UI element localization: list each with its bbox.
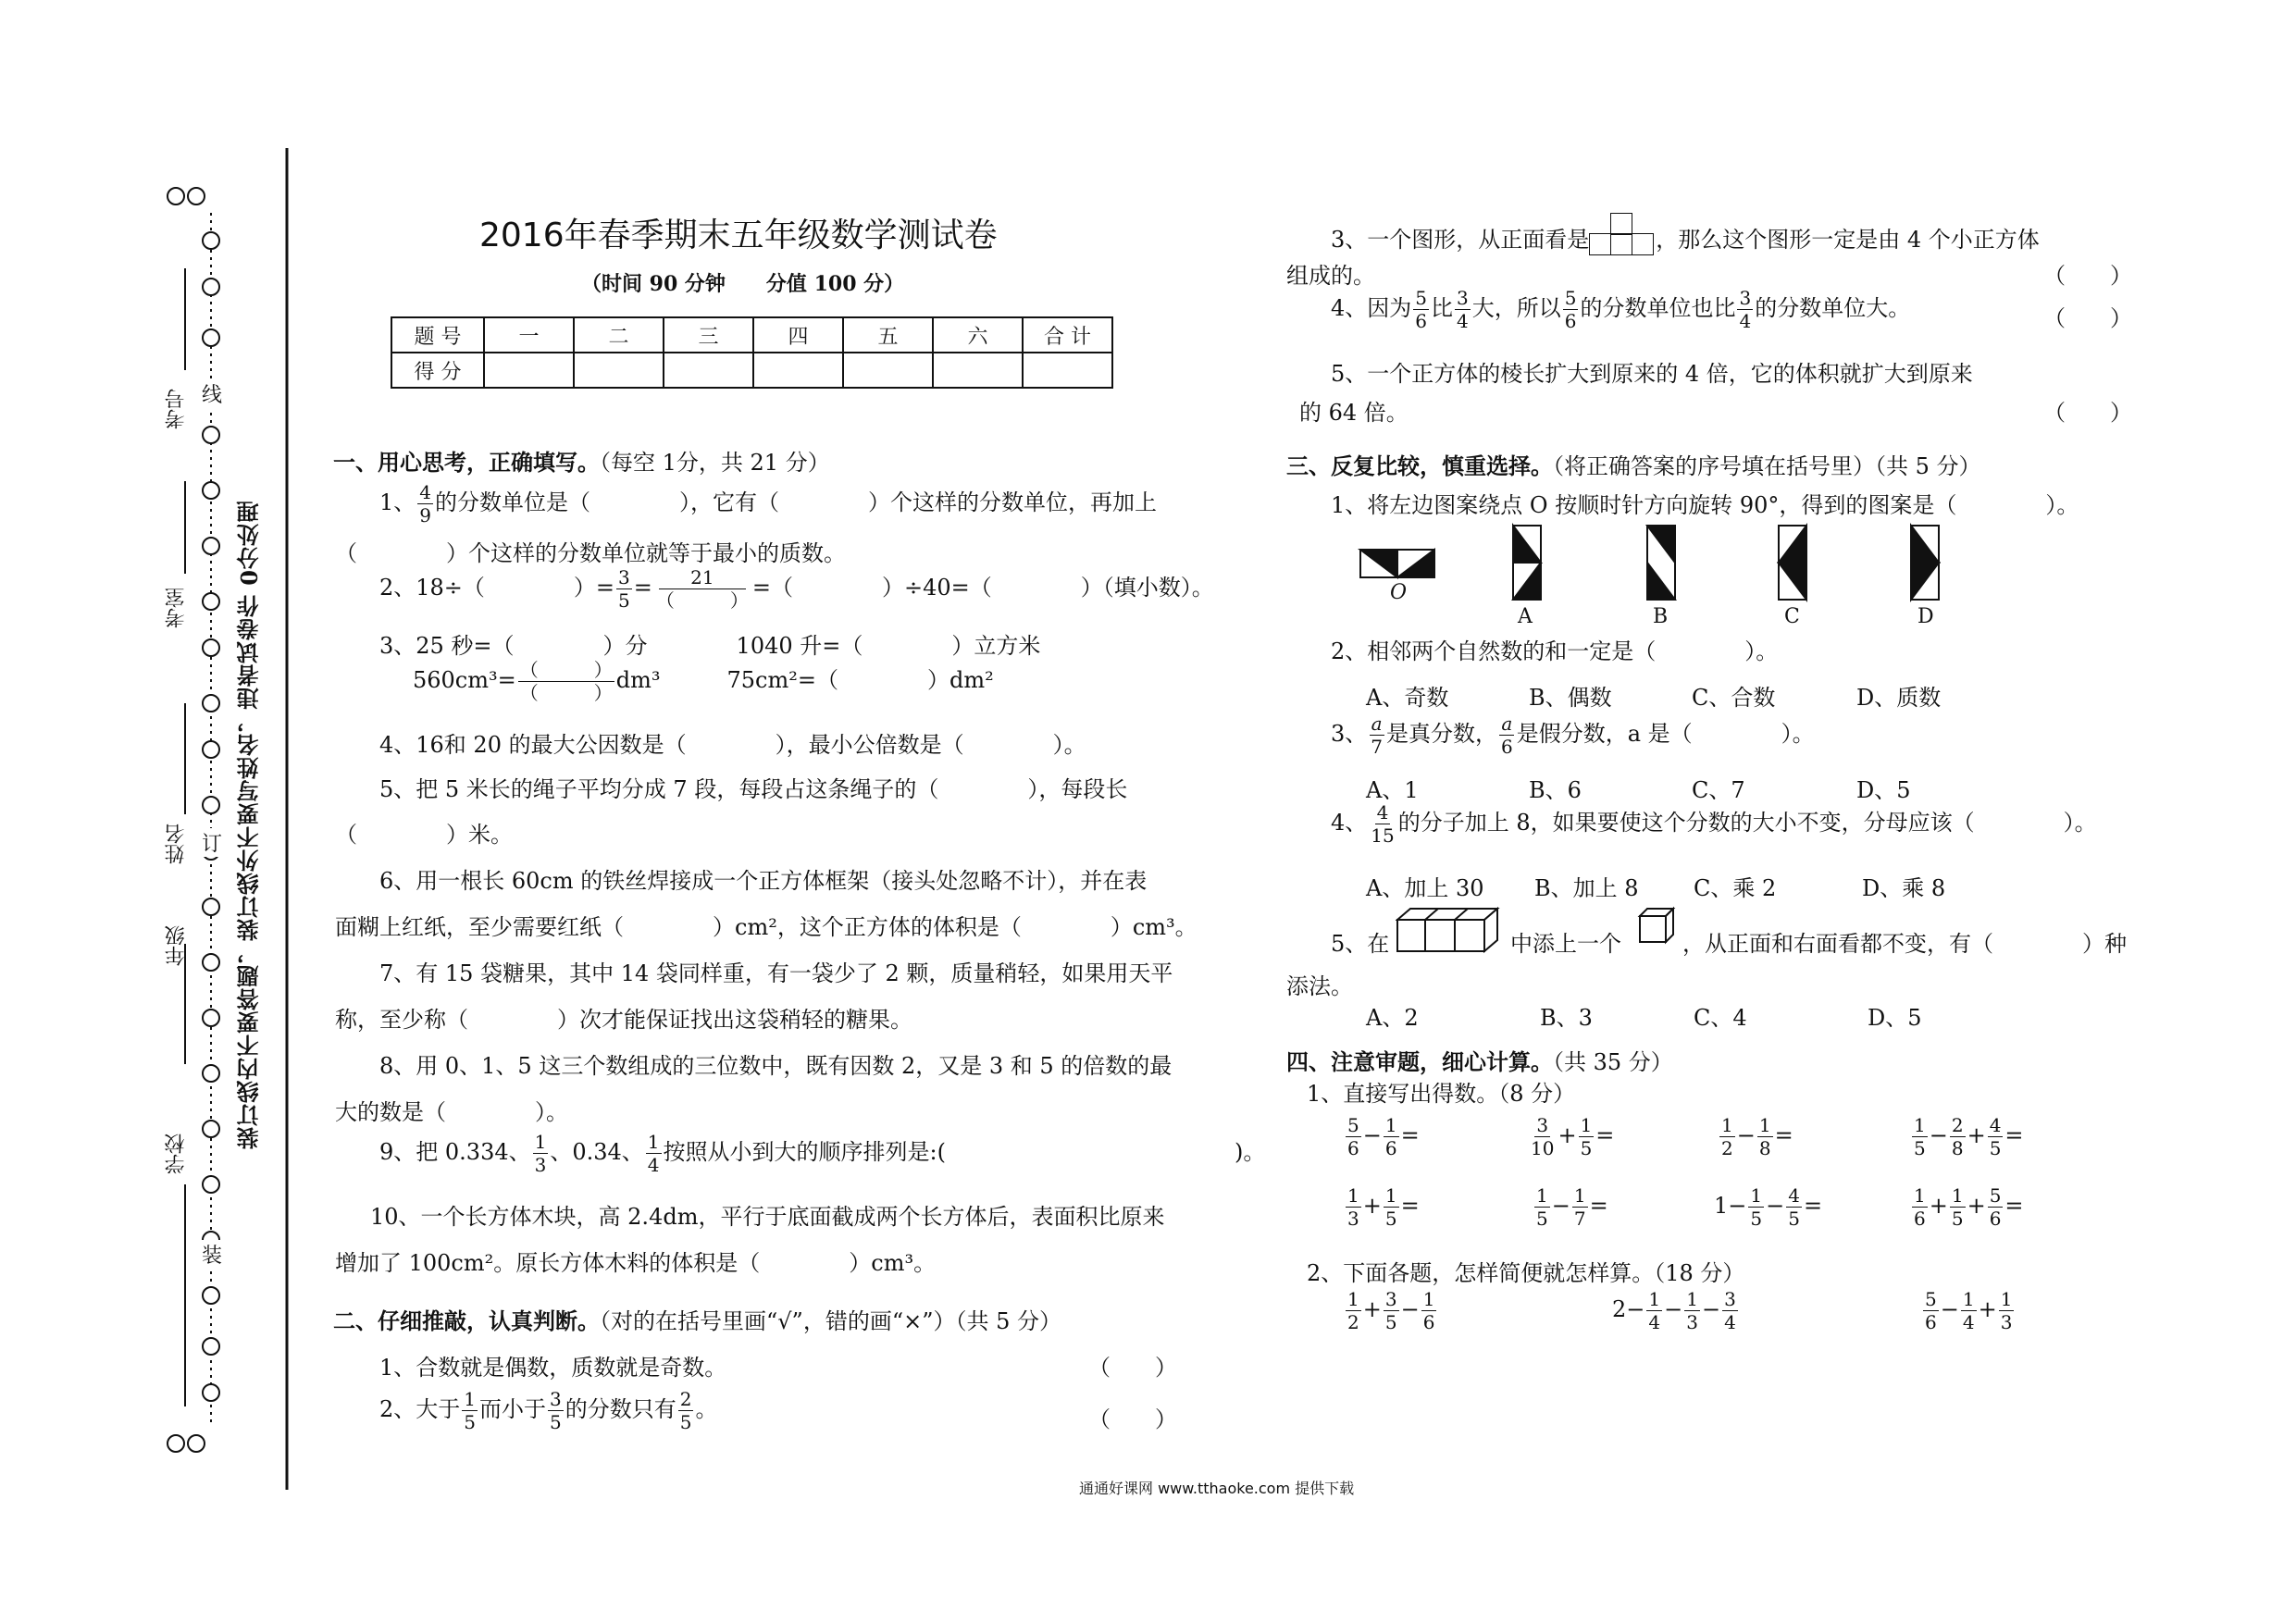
section-note: （共 35 分）: [1553, 1049, 1673, 1075]
option[interactable]: A、奇数: [1366, 685, 1449, 711]
score-cell: 六: [933, 317, 1023, 353]
q-text: 的分数单位是（ ），它有（ ）个这样的分数单位，再加上: [435, 489, 1158, 515]
s2-q5: 5、一个正方体的棱长扩大到原来的 4 倍，它的体积就扩大到原来: [1331, 361, 1973, 387]
s1-q6: 6、用一根长 60cm 的铁丝焊接成一个正方体框架（接头处忽略不计），并在表: [379, 868, 1148, 894]
q-text: 的分数单位大。: [1755, 295, 1911, 321]
fraction: $\frac{3}{5}$: [618, 566, 630, 612]
score-table-header-row: [391, 317, 1112, 353]
q-text: 3、: [1331, 721, 1368, 747]
fraction: $\frac{1}{4}$: [647, 1131, 660, 1176]
section-1-heading: [333, 444, 830, 477]
s3-q5-text-a: 5、在: [1331, 931, 1390, 957]
calc-item: $\frac{5}{6}$ − $\frac{1}{4}$ + $\frac{1}{3}$: [1925, 1288, 2013, 1333]
fraction: $\frac{2}{5}$: [679, 1388, 692, 1433]
fraction: $\frac{5}{6}$: [1415, 287, 1428, 332]
score-table: [391, 316, 1113, 389]
calc-item: $\frac{1}{5}$ − $\frac{2}{8}$ + $\frac{4}{5}$ =: [1914, 1114, 2024, 1159]
fraction: $\frac{a}{7}$: [1371, 712, 1384, 758]
calc-item: $\frac{1}{2}$ + $\frac{3}{5}$ − $\frac{1}{6}$: [1347, 1288, 1435, 1333]
fraction: $\frac{3}{5}$: [550, 1388, 562, 1433]
q-text: 是真分数，: [1386, 721, 1498, 747]
score-input-cell[interactable]: [574, 353, 664, 388]
front-view-figure: [1589, 217, 1656, 254]
section-note: （将正确答案的序号填在括号里）（共 5 分）: [1553, 453, 1981, 479]
fig-label-a: A: [1518, 605, 1533, 628]
binding-label-exam-no: 考号: [165, 389, 188, 429]
binding-char-bind: 装: [202, 1240, 222, 1269]
page-title: 2016年春季期末五年级数学测试卷: [479, 217, 998, 254]
calc-item: $\frac{3}{10}$ + $\frac{1}{5}$ =: [1531, 1114, 1615, 1159]
fraction: $\frac{1}{5}$: [464, 1388, 477, 1433]
fraction: $\frac{5}{6}$: [1564, 287, 1577, 332]
s2-q2: [379, 1388, 717, 1433]
s3-q4: [1331, 801, 2097, 847]
option[interactable]: C、7: [1692, 777, 1745, 803]
s1-q1: [379, 481, 1157, 527]
q-text: 4、因为: [1331, 295, 1412, 321]
q-text: =（ ）÷40=（ ）（填小数）。: [751, 575, 1214, 601]
s1-q7-cont: 称，至少称（ ）次才能保证找出这袋稍轻的糖果。: [335, 1007, 912, 1033]
s2-q5-cont: 的 64 倍。: [1299, 400, 1409, 426]
fraction: $\frac{3}{4}$: [1739, 287, 1752, 332]
score-cell: 四: [753, 317, 843, 353]
figure-original: [1360, 550, 1434, 577]
calc-item: 1− $\frac{1}{5}$ − $\frac{4}{5}$ =: [1714, 1184, 1823, 1230]
q-text: 按照从小到大的顺序排列是:( )。: [663, 1139, 1266, 1165]
q-text: 4、: [1331, 810, 1368, 836]
option[interactable]: D、乘 8: [1862, 875, 1946, 901]
s1-q9: [379, 1131, 1265, 1176]
option[interactable]: A、1: [1366, 777, 1419, 803]
q-text: 2、18÷（ ）=: [379, 575, 615, 601]
fraction: $\frac{21}{( )}$: [655, 566, 749, 612]
option[interactable]: C、乘 2: [1694, 875, 1777, 901]
q-text: 的分数单位也比: [1580, 295, 1736, 321]
s1-q2: [379, 566, 1214, 612]
q-text: 2、大于: [379, 1396, 461, 1422]
s1-q4: 4、16和 20 的最大公因数是（ ），最小公倍数是（ ）。: [379, 732, 1086, 758]
score-input-cell[interactable]: [664, 353, 753, 388]
s2-q1: 1、合数就是偶数，质数就是奇数。: [379, 1355, 727, 1381]
section-2-heading: [333, 1303, 1061, 1335]
option[interactable]: B、3: [1540, 1005, 1593, 1031]
single-cube-icon: [1636, 905, 1677, 946]
figure-option-b: [1647, 526, 1675, 600]
q-text: 560cm³=: [413, 667, 516, 693]
q-text: 的分数只有: [565, 1396, 676, 1422]
answer-paren[interactable]: （ ）: [1088, 1355, 1177, 1381]
s1-q3-cont: [413, 659, 994, 704]
s3-q5-text-c: ，从正面和右面看都不变，有（ ）种: [1682, 931, 2127, 957]
s3-q2: 2、相邻两个自然数的和一定是（ ）。: [1331, 638, 1779, 664]
score-input-cell[interactable]: [484, 353, 574, 388]
score-input-cell[interactable]: [843, 353, 933, 388]
option[interactable]: C、4: [1694, 1005, 1747, 1031]
score-cell: 得 分: [391, 353, 484, 388]
score-input-cell[interactable]: [1023, 353, 1112, 388]
fraction: $\frac{a}{6}$: [1501, 712, 1513, 758]
option[interactable]: B、6: [1529, 777, 1582, 803]
q-text: 的分子加上 8，如果要使这个分数的大小不变，分母应该（ ）。: [1397, 810, 2097, 836]
binding-notice: 装订线内不要答题，装订线外不要写姓名，违者试卷作 0分处理: [236, 500, 263, 1150]
q-text: 。: [695, 1396, 718, 1422]
s3-q5-text-b: 中添上一个: [1510, 931, 1621, 957]
score-cell: 五: [843, 317, 933, 353]
q-text: 3、一个图形，从正面看是: [1331, 227, 1590, 253]
s3-q5-cont: 添法。: [1286, 973, 1353, 999]
s1-q1-cont: （ ）个这样的分数单位就等于最小的质数。: [335, 540, 846, 566]
section-heading-text: 二、仔细推敲，认真判断。: [333, 1307, 600, 1334]
figure-option-d: [1911, 526, 1939, 600]
page-footer: 通通好课网 www.tthaoke.com 提供下载: [1079, 1480, 1355, 1497]
score-cell: 三: [664, 317, 753, 353]
calc-item: $\frac{1}{2}$ − $\frac{1}{8}$ =: [1721, 1114, 1793, 1159]
score-cell: 二: [574, 317, 664, 353]
q-text: 是假分数，a 是（ ）。: [1516, 721, 1815, 747]
answer-paren[interactable]: （ ）: [2043, 400, 2132, 426]
s1-q10: 10、一个长方体木块，高 2.4dm，平行于底面截成两个长方体后，表面积比原来: [370, 1204, 1165, 1230]
s2-q3: [1331, 217, 2040, 254]
calc-item: 2− $\frac{1}{4}$ − $\frac{1}{3}$ − $\frac{3}{4}$: [1612, 1288, 1736, 1333]
binding-label-school: 学校: [165, 1134, 188, 1174]
binding-label-room: 考室: [165, 588, 188, 628]
s1-q5-cont: （ ）米。: [335, 822, 513, 848]
binding-label-grade: 年级: [165, 925, 188, 966]
fraction: $\frac{4}{9}$: [419, 481, 432, 527]
option[interactable]: B、偶数: [1529, 685, 1612, 711]
page-subtitle: （时间 90 分钟 分值 100 分）: [581, 272, 905, 296]
score-cell: 一: [484, 317, 574, 353]
option[interactable]: B、加上 8: [1534, 875, 1639, 901]
fraction: $\frac{4}{15}$: [1371, 801, 1395, 847]
fig-label-b: B: [1653, 605, 1669, 628]
section-heading-text: 四、注意审题，细心计算。: [1286, 1048, 1553, 1075]
binding-label-name: 姓名: [165, 824, 188, 864]
q-text: 、0.34、: [550, 1139, 644, 1165]
s1-q8: 8、用 0、1、5 这三个数组成的三位数中，既有因数 2，又是 3 和 5 的倍数的最: [379, 1053, 1173, 1079]
binding-char-order: 订: [202, 828, 222, 857]
option[interactable]: C、合数: [1692, 685, 1776, 711]
section-heading-text: 三、反复比较，慎重选择。: [1286, 452, 1553, 479]
figure-option-a: [1513, 526, 1541, 600]
fig-label-o: O: [1390, 581, 1408, 604]
q-number: 1、: [379, 489, 416, 515]
binding-char-line: 线: [202, 379, 222, 408]
option[interactable]: D、质数: [1856, 685, 1942, 711]
q-text: =: [633, 575, 652, 601]
calc-item: $\frac{5}{6}$ − $\frac{1}{6}$ =: [1347, 1114, 1420, 1159]
fraction: $\frac{3}{4}$: [1457, 287, 1469, 332]
s1-q3: 3、25 秒=（ ）分 1040 升=（ ）立方米: [379, 633, 1041, 659]
option[interactable]: A、加上 30: [1366, 875, 1484, 901]
score-table-score-row: [391, 353, 1112, 388]
fig-label-c: C: [1784, 605, 1800, 628]
s1-q6-cont: 面糊上红纸，至少需要红纸（ ）cm²，这个正方体的体积是（ ）cm³。: [335, 914, 1198, 940]
rotation-figures: [1351, 518, 1943, 629]
section-heading-text: 一、用心思考，正确填写。: [333, 449, 600, 476]
answer-paren[interactable]: （ ）: [2043, 263, 2132, 289]
s2-q4: [1331, 287, 1910, 332]
answer-paren[interactable]: （ ）: [1088, 1406, 1177, 1432]
calc-item: $\frac{1}{6}$ + $\frac{1}{5}$ + $\frac{5}{6}$ =: [1914, 1184, 2024, 1230]
s4-q1: 1、直接写出得数。（8 分）: [1307, 1081, 1576, 1107]
option[interactable]: A、2: [1366, 1005, 1419, 1031]
s1-q7: 7、有 15 袋糖果，其中 14 袋同样重，有一袋少了 2 颗，质量稍轻，如果用天平: [379, 960, 1173, 986]
section-note: （对的在括号里画“√”，错的画“×”）（共 5 分）: [600, 1308, 1062, 1334]
score-cell: 合 计: [1023, 317, 1112, 353]
score-input-cell[interactable]: [933, 353, 1023, 388]
s2-q3-cont: 组成的。: [1286, 263, 1375, 289]
s1-q5: 5、把 5 米长的绳子平均分成 7 段，每段占这条绳子的（ ），每段长: [379, 776, 1128, 802]
calc-item: $\frac{1}{5}$ − $\frac{1}{7}$ =: [1536, 1184, 1608, 1230]
calc-item: $\frac{1}{3}$ + $\frac{1}{5}$ =: [1347, 1184, 1420, 1230]
s3-q3: [1331, 712, 1815, 758]
section-4-heading: [1286, 1044, 1673, 1076]
fraction: $\frac{( )}{( )}$: [519, 659, 613, 704]
score-cell: 题 号: [391, 317, 484, 353]
q-text: 比: [1431, 295, 1454, 321]
s1-q8-cont: 大的数是（ ）。: [335, 1099, 568, 1125]
section-note: （每空 1分，共 21 分）: [600, 450, 830, 476]
q-text: ，那么这个图形一定是由 4 个小正方体: [1656, 227, 2040, 253]
option[interactable]: D、5: [1868, 1005, 1922, 1031]
cube-group-figure: [1396, 903, 1507, 955]
q-text: 而小于: [479, 1396, 547, 1422]
section-3-heading: [1286, 448, 1981, 480]
q-text: dm³ 75cm²=（ ）dm²: [615, 667, 994, 693]
score-input-cell[interactable]: [753, 353, 843, 388]
answer-paren[interactable]: （ ）: [2043, 305, 2132, 331]
option[interactable]: D、5: [1856, 777, 1911, 803]
s4-q2: 2、下面各题，怎样简便就怎样算。（18 分）: [1307, 1260, 1745, 1286]
fraction: $\frac{1}{3}$: [534, 1131, 547, 1176]
s1-q10-cont: 增加了 100cm²。原长方体木料的体积是（ ）cm³。: [335, 1250, 937, 1276]
q-text: 大，所以: [1471, 295, 1561, 321]
fig-label-d: D: [1917, 605, 1934, 628]
figure-option-c: [1779, 526, 1806, 600]
s3-q1: 1、将左边图案绕点 O 按顺时针方向旋转 90°，得到的图案是（ ）。: [1331, 492, 2079, 518]
q-text: 9、把 0.334、: [379, 1139, 531, 1165]
